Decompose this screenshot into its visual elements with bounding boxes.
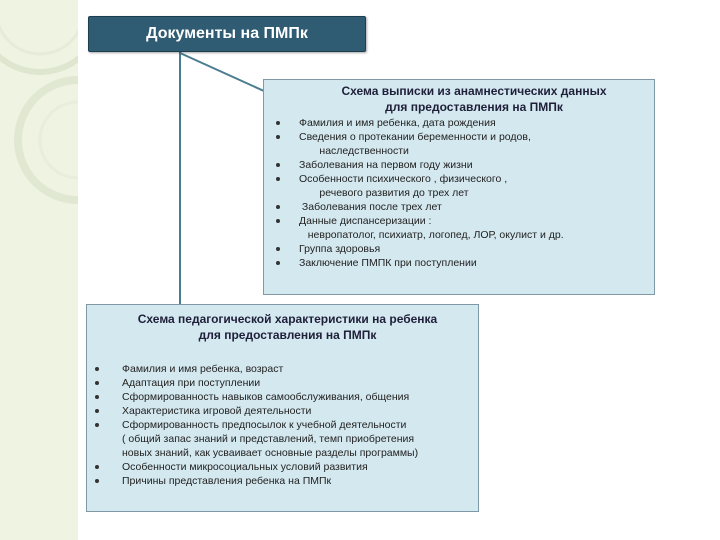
bullet-icon [276, 177, 280, 181]
list-item-continuation: новых знаний, как усваивает основные разделы программы) [122, 447, 419, 459]
list-item: Адаптация при поступлении [87, 376, 478, 390]
bullet-icon [95, 367, 99, 371]
list-item: Заболевания после трех лет [264, 200, 654, 214]
bullet-icon [276, 121, 280, 125]
bullet-icon [276, 219, 280, 223]
list-item-continuation: ( общий запас знаний и представлений, темп приобретения [122, 433, 415, 445]
list-item: Особенности микросоциальных условий развития [87, 460, 478, 474]
bullet-icon [276, 247, 280, 251]
bullet-icon [95, 479, 99, 483]
bullet-icon [276, 135, 280, 139]
list-item: Особенности психического , физического , [264, 172, 654, 186]
bullet-icon [95, 381, 99, 385]
bullet-icon [276, 205, 280, 209]
list-item: Сведения о протекании беременности и родов, [264, 130, 654, 144]
pedagogical-scheme-box [86, 304, 479, 512]
bullet-icon [95, 423, 99, 427]
list-item-continuation: наследственности [299, 145, 409, 157]
list-item: Фамилия и имя ребенка, возраст [87, 362, 478, 376]
bullet-icon [276, 163, 280, 167]
list-item: Группа здоровья [264, 242, 654, 256]
anamnesis-title-line1: Схема выписки из анамнестических данных [341, 84, 607, 98]
bullet-icon [95, 409, 99, 413]
pedagogical-title-line2: для предоставления на ПМПк [198, 328, 377, 342]
anamnesis-title-line2: для предоставления на ПМПк [385, 100, 563, 114]
main-title: Документы на ПМПк [146, 25, 308, 42]
anamnesis-list [264, 116, 654, 270]
list-item: Данные диспансеризации : [264, 214, 654, 228]
list-item: Характеристика игровой деятельности [87, 404, 478, 418]
anamnesis-scheme-box [263, 79, 655, 295]
list-item: Причины представления ребенка на ПМПк [87, 474, 478, 488]
pedagogical-list [87, 362, 478, 488]
list-item: Заключение ПМПК при поступлении [264, 256, 654, 270]
list-item-continuation: речевого развития до трех лет [299, 187, 469, 199]
main-title-box [88, 16, 366, 52]
pedagogical-title-line1: Схема педагогической характеристики на ребенка [137, 312, 438, 326]
pedagogical-title [97, 311, 478, 343]
anamnesis-title [294, 83, 654, 115]
list-item: Фамилия и имя ребенка, дата рождения [264, 116, 654, 130]
bullet-icon [276, 261, 280, 265]
list-item: Сформированность навыков самообслуживания, общения [87, 390, 478, 404]
list-item-continuation: невропатолог, психиатр, логопед, ЛОР, окулист и др. [299, 229, 564, 241]
list-item: Заболевания на первом году жизни [264, 158, 654, 172]
bullet-icon [95, 465, 99, 469]
bullet-icon [95, 395, 99, 399]
list-item: Сформированность предпосылок к учебной деятельности [87, 418, 478, 432]
